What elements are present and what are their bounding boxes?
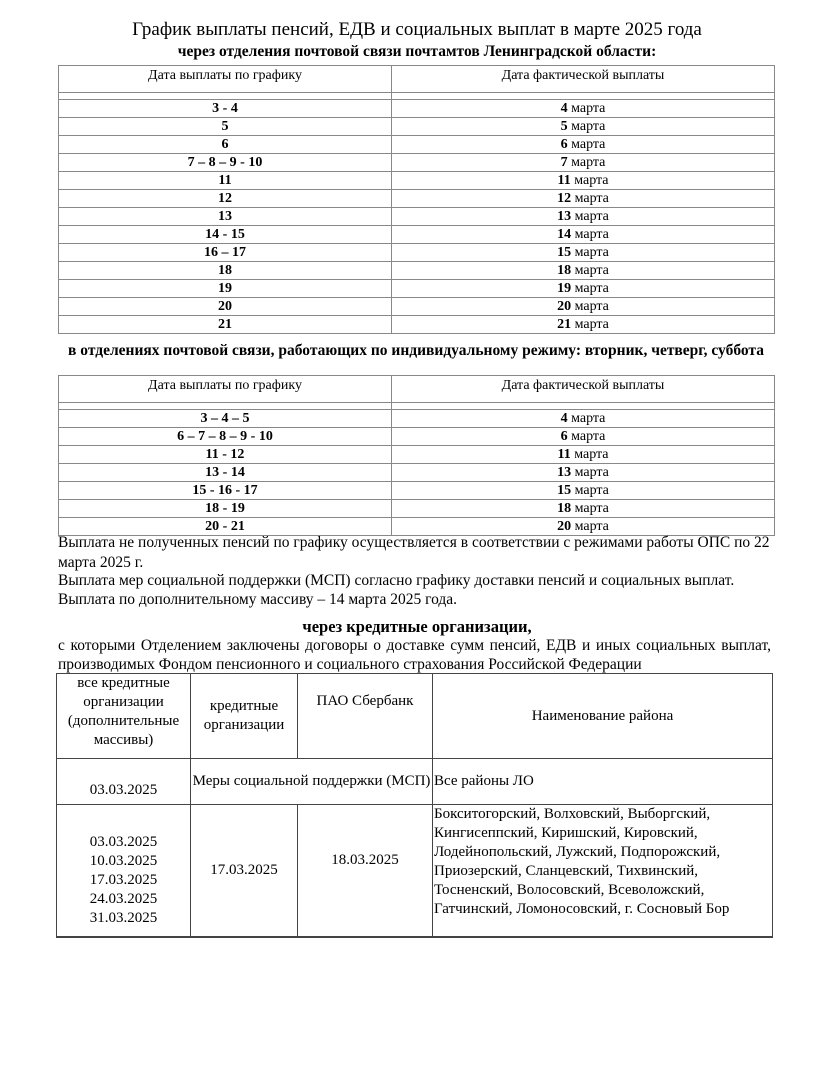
schedule-date-cell: 14 - 15 [59,226,392,244]
schedule-date-cell: 20 [59,298,392,316]
month-word: марта [571,411,606,426]
actual-day: 7 [560,155,568,170]
payment-date: 31.03.2025 [89,909,158,926]
month-word: марта [574,191,609,206]
schedule-date-cell: 3 – 4 – 5 [59,410,392,428]
actual-day: 18 [557,263,572,278]
table-row [59,464,775,482]
individual-schedule-rows [59,410,775,536]
table-row [59,316,775,334]
actual-date-cell [392,428,775,446]
table-row [59,244,775,262]
header-all-credit-orgs: все кредитные организации (дополнительные массивы) [57,674,191,759]
month-word: марта [571,101,606,116]
actual-day: 15 [557,245,572,260]
actual-date-cell [392,172,775,190]
month-word: марта [571,119,606,134]
actual-date-cell [392,208,775,226]
actual-date-cell [392,100,775,118]
table-row [59,154,775,172]
table-spacer-row [59,403,775,410]
payment-date: 24.03.2025 [89,890,158,907]
header-actual-date: Дата фактической выплаты [392,66,775,93]
additional-array-dates [57,805,191,937]
table-row [59,208,775,226]
actual-day: 6 [560,429,568,444]
schedule-date-cell: 19 [59,280,392,298]
msp-row [57,759,773,805]
payment-date: 03.03.2025 [89,833,158,850]
note-additional-array: Выплата по дополнительному массиву – 14 марта 2025 года. [58,591,458,608]
month-word: марта [571,137,606,152]
table-row [59,500,775,518]
table-row [59,118,775,136]
individual-mode-title: в отделениях почтовой связи, работающих по индивидуальному режиму: вторник, четверг, суббота [68,342,764,359]
table-row [59,190,775,208]
schedule-date-cell: 13 [59,208,392,226]
actual-day: 12 [557,191,572,206]
credit-org-date: 17.03.2025 [191,805,298,937]
table-row [59,100,775,118]
month-word: марта [574,465,609,480]
post-schedule-table [58,65,775,334]
actual-date-cell [392,500,775,518]
table-row [59,482,775,500]
individual-schedule-table [58,375,775,536]
month-word: марта [574,173,609,188]
schedule-date-cell: 6 [59,136,392,154]
actual-day: 5 [560,119,568,134]
actual-date-cell [392,262,775,280]
actual-day: 14 [557,227,572,242]
actual-date-cell [392,136,775,154]
actual-day: 18 [557,501,572,516]
month-word: марта [574,281,609,296]
actual-day: 13 [557,209,572,224]
schedule-date-cell: 11 [59,172,392,190]
schedule-date-cell: 18 [59,262,392,280]
actual-date-cell [392,410,775,428]
actual-day: 13 [557,465,572,480]
header-actual-date: Дата фактической выплаты [392,376,775,403]
actual-day: 11 [557,173,571,188]
actual-date-cell [392,280,775,298]
post-schedule-rows [59,100,775,334]
schedule-date-cell: 12 [59,190,392,208]
schedule-date-cell: 16 – 17 [59,244,392,262]
actual-date-cell [392,464,775,482]
schedule-date-cell: 5 [59,118,392,136]
table-row [59,226,775,244]
table-row [59,428,775,446]
month-word: марта [574,245,609,260]
actual-date-cell [392,482,775,500]
msp-districts: Все районы ЛО [433,759,773,805]
credit-schedule-table [56,673,773,938]
schedule-date-cell: 7 – 8 – 9 - 10 [59,154,392,172]
table-row [59,136,775,154]
month-word: марта [574,519,609,534]
actual-date-cell [392,316,775,334]
post-offices-subtitle: через отделения почтовой связи почтамтов Ленинградской области: [177,43,657,60]
table-row [59,262,775,280]
schedule-date-cell: 20 - 21 [59,518,392,536]
payment-date: 10.03.2025 [89,852,158,869]
actual-day: 21 [557,317,572,332]
schedule-date-cell: 18 - 19 [59,500,392,518]
header-district-name: Наименование района [433,674,773,759]
month-word: марта [574,227,609,242]
table-header-row [59,376,775,403]
payment-date: 17.03.2025 [89,871,158,888]
actual-date-cell [392,446,775,464]
credit-organizations-description: с которыми Отделением заключены договоры о доставке сумм пенсий, ЕДВ и иных социальных выплат, производимых Фондом пенсионного и социального страхования Российской Федерации [58,637,771,673]
actual-day: 4 [560,101,568,116]
document-title: График выплаты пенсий, ЕДВ и социальных выплат в марте 2025 года [132,19,702,40]
actual-date-cell [392,118,775,136]
actual-date-cell [392,298,775,316]
table-row [59,298,775,316]
note-unpaid-pensions: Выплата не полученных пенсий по графику осуществляется в соответствии с режимами работы ОПС по 22 марта 2025 г. [58,534,770,571]
month-word: марта [571,155,606,170]
schedule-date-cell: 3 - 4 [59,100,392,118]
month-word: марта [571,429,606,444]
table-row [59,446,775,464]
main-payment-row [57,805,773,937]
msp-date: 03.03.2025 [57,759,191,805]
actual-date-cell [392,226,775,244]
month-word: марта [574,317,609,332]
table-row [59,172,775,190]
month-word: марта [574,447,609,462]
actual-date-cell [392,190,775,208]
header-sberbank: ПАО Сбербанк [298,674,433,759]
month-word: марта [574,299,609,314]
month-word: марта [574,501,609,516]
schedule-date-cell: 6 – 7 – 8 – 9 - 10 [59,428,392,446]
schedule-date-cell: 21 [59,316,392,334]
msp-label: Меры социальной поддержки (МСП) [191,759,433,805]
actual-day: 20 [557,519,572,534]
header-credit-orgs: кредитные организации [191,674,298,759]
actual-date-cell [392,154,775,172]
table-spacer-row [59,93,775,100]
month-word: марта [574,209,609,224]
actual-day: 15 [557,483,572,498]
header-schedule-date: Дата выплаты по графику [59,66,392,93]
actual-day: 19 [557,281,572,296]
schedule-date-cell: 15 - 16 - 17 [59,482,392,500]
actual-day: 6 [560,137,568,152]
table-row [59,280,775,298]
actual-day: 20 [557,299,572,314]
credit-header-row [57,674,773,759]
table-row [59,410,775,428]
note-msp-payment: Выплата мер социальной поддержки (МСП) согласно графику доставки пенсий и социальных выплат. [58,572,735,589]
month-word: марта [574,483,609,498]
district-list: Бокситогорский, Волховский, Выборгский, Кингисеппский, Киришский, Кировский, Лодейнопольский, Лужский, Подпорожский, Приозерский, Сланцевский, Тихвинский, Тосненский, Волосовский, Всеволожский, Гатчинский, Ломоносовский, г. Сосновый Бор [433,805,773,937]
schedule-date-cell: 11 - 12 [59,446,392,464]
dates-list [57,833,190,928]
actual-date-cell [392,244,775,262]
actual-day: 4 [560,411,568,426]
sberbank-date: 18.03.2025 [298,805,433,937]
schedule-date-cell: 13 - 14 [59,464,392,482]
actual-day: 11 [557,447,571,462]
header-schedule-date: Дата выплаты по графику [59,376,392,403]
month-word: марта [574,263,609,278]
table-header-row [59,66,775,93]
credit-organizations-title: через кредитные организации, [302,617,532,636]
